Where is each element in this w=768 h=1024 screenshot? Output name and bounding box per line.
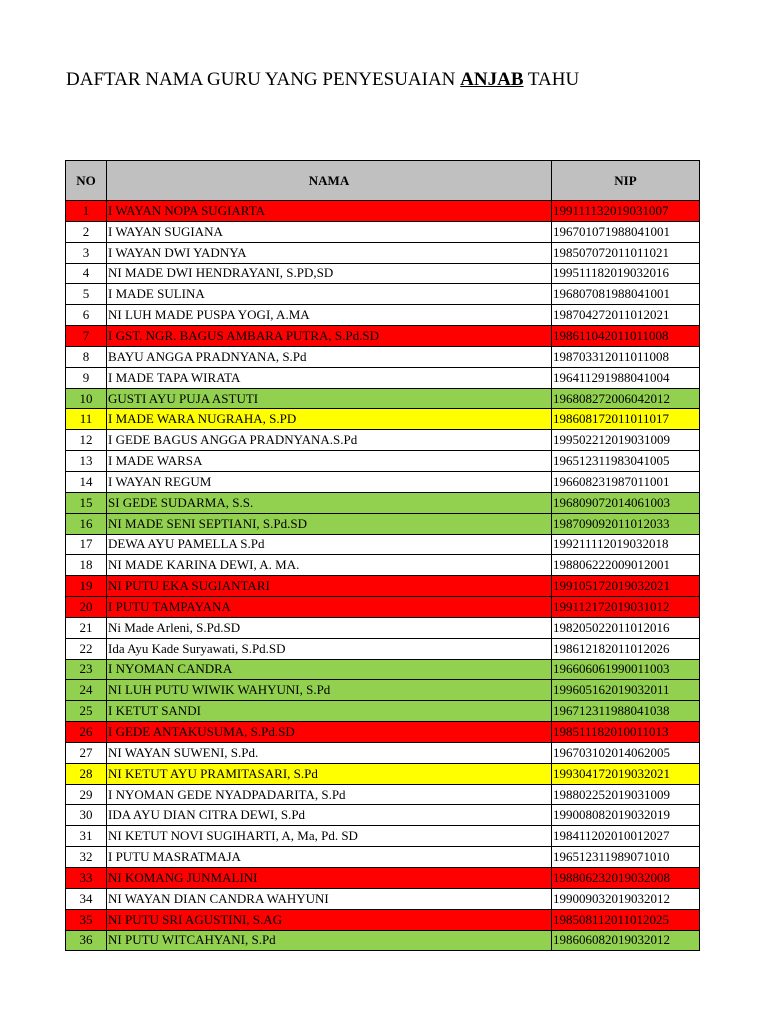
cell-nama: NI KETUT AYU PRAMITASARI, S.Pd: [107, 763, 552, 784]
title-prefix: DAFTAR NAMA GURU YANG PENYESUAIAN: [66, 69, 461, 90]
cell-nip: 196703102014062005: [552, 742, 700, 763]
cell-nama: NI PUTU EKA SUGIANTARI: [107, 576, 552, 597]
cell-no: 21: [66, 617, 107, 638]
cell-no: 27: [66, 742, 107, 763]
cell-no: 5: [66, 284, 107, 305]
table-row: [66, 305, 700, 326]
table-row: [66, 617, 700, 638]
header-no: NO: [66, 161, 107, 201]
cell-nama: NI PUTU SRI AGUSTINI, S.AG: [107, 909, 552, 930]
table-row: [66, 597, 700, 618]
cell-no: 23: [66, 659, 107, 680]
cell-no: 19: [66, 576, 107, 597]
cell-nip: 199511182019032016: [552, 263, 700, 284]
cell-no: 6: [66, 305, 107, 326]
cell-no: 15: [66, 492, 107, 513]
cell-nip: 196608231987011001: [552, 471, 700, 492]
cell-nip: 198205022011012016: [552, 617, 700, 638]
cell-nip: 196411291988041004: [552, 367, 700, 388]
table-row: [66, 555, 700, 576]
cell-nama: I WAYAN NOPA SUGIARTA: [107, 201, 552, 222]
cell-nip: 196512311989071010: [552, 847, 700, 868]
cell-nama: I KETUT SANDI: [107, 701, 552, 722]
cell-nip: 198806232019032008: [552, 868, 700, 889]
table-row: [66, 471, 700, 492]
cell-nama: I MADE TAPA WIRATA: [107, 367, 552, 388]
table-row: [66, 201, 700, 222]
cell-no: 2: [66, 221, 107, 242]
cell-nip: 198411202010012027: [552, 826, 700, 847]
cell-no: 26: [66, 722, 107, 743]
table-row: [66, 742, 700, 763]
cell-nip: 198606082019032012: [552, 930, 700, 951]
page-title: [66, 68, 579, 92]
table-row: [66, 284, 700, 305]
cell-no: 36: [66, 930, 107, 951]
cell-nama: NI KOMANG JUNMALINI: [107, 868, 552, 889]
cell-no: 28: [66, 763, 107, 784]
cell-nip: 199009032019032012: [552, 888, 700, 909]
cell-nip: 198612182011012026: [552, 638, 700, 659]
cell-nama: NI WAYAN DIAN CANDRA WAHYUNI: [107, 888, 552, 909]
cell-nama: DEWA AYU PAMELLA S.Pd: [107, 534, 552, 555]
cell-nip: 199304172019032021: [552, 763, 700, 784]
cell-nip: 196512311983041005: [552, 451, 700, 472]
header-nama: NAMA: [107, 161, 552, 201]
cell-nip: 198704272011012021: [552, 305, 700, 326]
cell-nip: 198806222009012001: [552, 555, 700, 576]
table-row: [66, 930, 700, 951]
table-row: [66, 221, 700, 242]
cell-nip: 198709092011012033: [552, 513, 700, 534]
cell-no: 29: [66, 784, 107, 805]
cell-nama: I PUTU TAMPAYANA: [107, 597, 552, 618]
table-row: [66, 847, 700, 868]
cell-no: 35: [66, 909, 107, 930]
title-emphasis-anjab: ANJAB: [460, 69, 524, 90]
cell-nama: I WAYAN DWI YADNYA: [107, 242, 552, 263]
table-row: [66, 576, 700, 597]
table-row: [66, 242, 700, 263]
cell-no: 33: [66, 868, 107, 889]
cell-nip: 198507072011011021: [552, 242, 700, 263]
cell-nama: NI MADE SENI SEPTIANI, S.Pd.SD: [107, 513, 552, 534]
cell-nip: 196809072014061003: [552, 492, 700, 513]
cell-nip: 199111132019031007: [552, 201, 700, 222]
cell-nip: 199105172019032021: [552, 576, 700, 597]
table-row: [66, 701, 700, 722]
table-row: [66, 763, 700, 784]
cell-nama: NI LUH PUTU WIWIK WAHYUNI, S.Pd: [107, 680, 552, 701]
cell-nama: BAYU ANGGA PRADNYANA, S.Pd: [107, 346, 552, 367]
cell-nip: 196606061990011003: [552, 659, 700, 680]
cell-nama: I GEDE ANTAKUSUMA, S.Pd.SD: [107, 722, 552, 743]
table-row: [66, 409, 700, 430]
table-body: [66, 201, 700, 951]
title-suffix: TAHU: [523, 69, 580, 90]
cell-nip: 199605162019032011: [552, 680, 700, 701]
cell-no: 7: [66, 326, 107, 347]
cell-nip: 199211112019032018: [552, 534, 700, 555]
cell-nama: I MADE SULINA: [107, 284, 552, 305]
cell-no: 3: [66, 242, 107, 263]
cell-no: 8: [66, 346, 107, 367]
cell-no: 22: [66, 638, 107, 659]
cell-nama: I GST. NGR. BAGUS AMBARA PUTRA, S.Pd.SD: [107, 326, 552, 347]
cell-nip: 196701071988041001: [552, 221, 700, 242]
table-row: [66, 263, 700, 284]
cell-nama: NI KETUT NOVI SUGIHARTI, A, Ma, Pd. SD: [107, 826, 552, 847]
cell-nip: 198608172011011017: [552, 409, 700, 430]
cell-no: 11: [66, 409, 107, 430]
cell-no: 10: [66, 388, 107, 409]
teacher-table: [65, 160, 700, 951]
cell-no: 24: [66, 680, 107, 701]
table-row: [66, 326, 700, 347]
table-row: [66, 451, 700, 472]
cell-nip: 199502212019031009: [552, 430, 700, 451]
cell-nama: NI WAYAN SUWENI, S.Pd.: [107, 742, 552, 763]
cell-nip: 196808272006042012: [552, 388, 700, 409]
cell-nip: 196712311988041038: [552, 701, 700, 722]
cell-nama: I NYOMAN CANDRA: [107, 659, 552, 680]
cell-no: 13: [66, 451, 107, 472]
cell-nama: NI LUH MADE PUSPA YOGI, A.MA: [107, 305, 552, 326]
table-row: [66, 367, 700, 388]
cell-nip: 198703312011011008: [552, 346, 700, 367]
header-nip: NIP: [552, 161, 700, 201]
table-row: [66, 826, 700, 847]
table-row: [66, 638, 700, 659]
cell-nama: I WAYAN SUGIANA: [107, 221, 552, 242]
table-header-row: [66, 161, 700, 201]
table-row: [66, 680, 700, 701]
cell-nama: I MADE WARA NUGRAHA, S.PD: [107, 409, 552, 430]
cell-nip: 198611042011011008: [552, 326, 700, 347]
table-row: [66, 534, 700, 555]
cell-no: 1: [66, 201, 107, 222]
cell-nip: 196807081988041001: [552, 284, 700, 305]
cell-no: 20: [66, 597, 107, 618]
cell-nip: 198511182010011013: [552, 722, 700, 743]
table-row: [66, 805, 700, 826]
table-row: [66, 784, 700, 805]
cell-nama: I MADE WARSA: [107, 451, 552, 472]
table-row: [66, 722, 700, 743]
table-row: [66, 346, 700, 367]
cell-nama: Ida Ayu Kade Suryawati, S.Pd.SD: [107, 638, 552, 659]
cell-no: 12: [66, 430, 107, 451]
cell-nip: 198508112011012025: [552, 909, 700, 930]
cell-nama: I NYOMAN GEDE NYADPADARITA, S.Pd: [107, 784, 552, 805]
cell-no: 25: [66, 701, 107, 722]
cell-no: 18: [66, 555, 107, 576]
table-row: [66, 888, 700, 909]
cell-nama: SI GEDE SUDARMA, S.S.: [107, 492, 552, 513]
cell-nama: IDA AYU DIAN CITRA DEWI, S.Pd: [107, 805, 552, 826]
cell-no: 34: [66, 888, 107, 909]
table-row: [66, 388, 700, 409]
cell-no: 32: [66, 847, 107, 868]
cell-nama: NI MADE DWI HENDRAYANI, S.PD,SD: [107, 263, 552, 284]
cell-nip: 198802252019031009: [552, 784, 700, 805]
cell-nama: I WAYAN REGUM: [107, 471, 552, 492]
cell-no: 4: [66, 263, 107, 284]
cell-no: 17: [66, 534, 107, 555]
table-row: [66, 492, 700, 513]
cell-nama: GUSTI AYU PUJA ASTUTI: [107, 388, 552, 409]
cell-nip: 199008082019032019: [552, 805, 700, 826]
cell-no: 14: [66, 471, 107, 492]
cell-nama: NI MADE KARINA DEWI, A. MA.: [107, 555, 552, 576]
cell-no: 31: [66, 826, 107, 847]
cell-nip: 199112172019031012: [552, 597, 700, 618]
table-row: [66, 909, 700, 930]
table-row: [66, 513, 700, 534]
cell-nama: Ni Made Arleni, S.Pd.SD: [107, 617, 552, 638]
cell-no: 9: [66, 367, 107, 388]
table-row: [66, 430, 700, 451]
cell-no: 30: [66, 805, 107, 826]
table-row: [66, 659, 700, 680]
cell-nama: NI PUTU WITCAHYANI, S.Pd: [107, 930, 552, 951]
cell-no: 16: [66, 513, 107, 534]
cell-nama: I GEDE BAGUS ANGGA PRADNYANA.S.Pd: [107, 430, 552, 451]
table-row: [66, 868, 700, 889]
cell-nama: I PUTU MASRATMAJA: [107, 847, 552, 868]
